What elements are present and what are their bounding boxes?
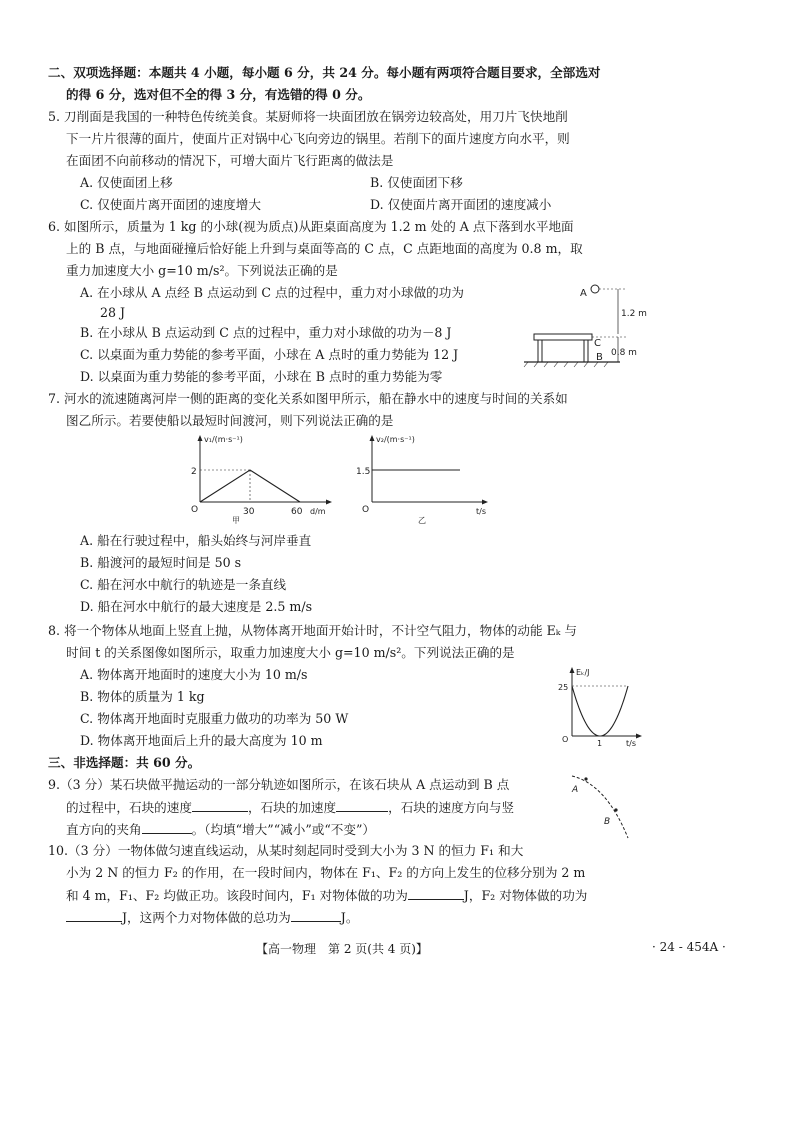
yi-xlabel: t/s — [476, 507, 486, 516]
jia-origin: O — [191, 505, 199, 515]
trajectory-curve — [572, 776, 628, 838]
q8-stem-line2: 时间 t 的关系图像如图所示，取重力加速度大小 g=10 m/s²。下列说法正确的是 — [66, 645, 515, 660]
q10-line3 — [66, 886, 587, 905]
q5-stem-line1: 5. 刀削面是我国的一种特色传统美食。某厨师将一块面团放在锅旁边较高处，用刀片飞快地削 — [48, 109, 568, 124]
q6-table-figure — [520, 280, 650, 372]
q6-label-a: A — [580, 288, 587, 299]
q10-text-end: J。 — [340, 910, 359, 925]
q10-blank-f2-work[interactable] — [66, 908, 122, 922]
ek-curve — [572, 686, 628, 736]
q6-stem-line3: 重力加速度大小 g=10 m/s²。下列说法正确的是 — [66, 263, 338, 278]
q6-stem-line2: 上的 B 点，与地面碰撞后恰好能上升到与桌面等高的 C 点，C 点距地面的高度为 0.8 m，取 — [66, 241, 583, 256]
jia-caption: 甲 — [232, 516, 240, 524]
section3-title: 三、非选择题：共 60 分。 — [48, 755, 201, 770]
q9-trajectory-figure — [568, 772, 638, 842]
q7-option-b: B. 船渡河的最短时间是 50 s — [80, 555, 242, 570]
q6-option-a-line2: 28 J — [100, 305, 126, 320]
ball-icon — [591, 285, 599, 293]
q8-stem-line1: 8. 将一个物体从地面上竖直上抛，从物体离开地面开始计时，不计空气阻力，物体的动能 Eₖ 与 — [48, 623, 577, 638]
q5-stem-line3: 在面团不向前移动的情况下，可增大面片飞行距离的做法是 — [66, 153, 394, 168]
q9-label-b: B — [604, 817, 611, 827]
yi-ytick-1-5: 1.5 — [356, 467, 371, 477]
ek-origin: O — [562, 735, 569, 744]
q10-line2: 小为 2 N 的恒力 F₂ 的作用，在一段时间内，物体在 F₁、F₂ 的方向上发生的位移分别为 2 m — [66, 865, 586, 880]
q9-text-speed: 的过程中，石块的速度 — [66, 800, 192, 815]
jia-xtick-60: 60 — [291, 507, 303, 517]
q6-label-c: C — [594, 338, 601, 349]
q9-text-direction: ，石块的速度方向与竖 — [388, 800, 515, 815]
q5-option-b: B. 仅使面团下移 — [370, 175, 463, 190]
q8-option-c: C. 物体离开地面时克服重力做功的功率为 50 W — [80, 711, 349, 726]
jia-ylabel: v₁/(m·s⁻¹) — [204, 435, 243, 444]
jia-ytick-2: 2 — [191, 467, 197, 477]
yi-ylabel: v₂/(m·s⁻¹) — [376, 435, 415, 444]
yi-origin: O — [362, 505, 370, 515]
q10-blank-total-work[interactable] — [291, 908, 341, 922]
q6-option-b: B. 在小球从 B 点运动到 C 点的过程中，重力对小球做的功为－8 J — [80, 325, 452, 340]
ek-xlabel: t/s — [626, 739, 636, 748]
q6-stem-line1: 6. 如图所示，质量为 1 kg 的小球(视为质点)从距桌面高度为 1.2 m 处的 A 点下落到水平地面 — [48, 219, 574, 234]
q7-chart-yi — [356, 432, 496, 524]
q7-stem-line1: 7. 河水的流速随离河岸一侧的距离的变化关系如图甲所示，船在静水中的速度与时间的关系如 — [48, 391, 568, 406]
footer-code: · 24 - 454A · — [652, 940, 726, 954]
ek-ylabel: Eₖ/J — [576, 668, 590, 677]
q7-option-d: D. 船在河水中航行的最大速度是 2.5 m/s — [80, 599, 313, 614]
q5-stem-line2: 下一片片很薄的面片，使面片正对锅中心飞向旁边的锅里。若削下的面片速度方向水平，则 — [66, 131, 570, 146]
q6-height-1-2: 1.2 m — [621, 309, 647, 319]
ek-ytick-25: 25 — [558, 683, 569, 692]
q8-ek-chart — [556, 664, 648, 748]
q6-option-c: C. 以桌面为重力势能的参考平面，小球在 A 点时的重力势能为 12 J — [80, 347, 459, 362]
q10-text-f1: 和 4 m，F₁、F₂ 均做正功。该段时间内，F₁ 对物体做的功为 — [66, 888, 408, 903]
q9-line3 — [66, 820, 375, 839]
q10-line1: 10.（3 分）一物体做匀速直线运动，从某时刻起同时受到大小为 3 N 的恒力 F₁ 和大 — [48, 843, 524, 858]
table-top — [534, 334, 592, 340]
q6-option-d: D. 以桌面为重力势能的参考平面，小球在 B 点时的重力势能为零 — [80, 369, 443, 384]
q8-option-a: A. 物体离开地面时的速度大小为 10 m/s — [80, 667, 308, 682]
q10-text-f2: J，F₂ 对物体做的功为 — [463, 888, 588, 903]
yi-caption: 乙 — [418, 516, 426, 524]
jia-xtick-30: 30 — [243, 507, 255, 517]
q9-blank-accel[interactable] — [336, 798, 388, 812]
jia-xlabel: d/m — [310, 507, 326, 516]
q9-line1: 9.（3 分）某石块做平抛运动的一部分轨迹如图所示，在该石块从 A 点运动到 B 点 — [48, 777, 510, 792]
q8-option-d: D. 物体离开地面后上升的最大高度为 10 m — [80, 733, 323, 748]
q9-text-accel: ，石块的加速度 — [247, 800, 337, 815]
q5-option-a: A. 仅使面团上移 — [80, 175, 173, 190]
footer-page-info: 【高一物理 第 2 页(共 4 页)】 — [256, 942, 428, 956]
q10-blank-f1-work[interactable] — [408, 886, 464, 900]
q9-text-angle: 直方向的夹角 — [66, 822, 142, 837]
q9-blank-speed[interactable] — [192, 798, 248, 812]
q9-label-a: A — [572, 785, 579, 795]
q9-line2 — [66, 798, 514, 817]
q5-option-d: D. 仅使面片离开面团的速度减小 — [370, 197, 552, 212]
q10-text-total: J，这两个力对物体做的总功为 — [122, 910, 291, 925]
q7-option-a: A. 船在行驶过程中，船头始终与河岸垂直 — [80, 533, 312, 548]
q6-height-0-8: 0.8 m — [611, 348, 637, 358]
q8-option-b: B. 物体的质量为 1 kg — [80, 689, 205, 704]
q5-option-c: C. 仅使面片离开面团的速度增大 — [80, 197, 261, 212]
ek-xtick-1: 1 — [597, 739, 603, 748]
section2-title-line2: 的得 6 分，选对但不全的得 3 分，有选错的得 0 分。 — [66, 87, 371, 102]
section2-title-line1: 二、双项选择题：本题共 4 小题，每小题 6 分，共 24 分。每小题有两项符合题目要求，全部选对 — [48, 65, 601, 80]
q6-label-b: B — [596, 352, 603, 363]
q6-option-a-line1: A. 在小球从 A 点经 B 点运动到 C 点的过程中，重力对小球做的功为 — [80, 285, 464, 300]
q7-stem-line2: 图乙所示。若要使船以最短时间渡河，则下列说法正确的是 — [66, 413, 394, 428]
q10-line4 — [66, 908, 358, 927]
q7-chart-jia — [188, 432, 338, 524]
q9-text-hint: 。（均填“增大”“减小”或“不变”） — [191, 822, 376, 837]
q7-option-c: C. 船在河水中航行的轨迹是一条直线 — [80, 577, 287, 592]
q9-blank-angle[interactable] — [142, 820, 192, 834]
